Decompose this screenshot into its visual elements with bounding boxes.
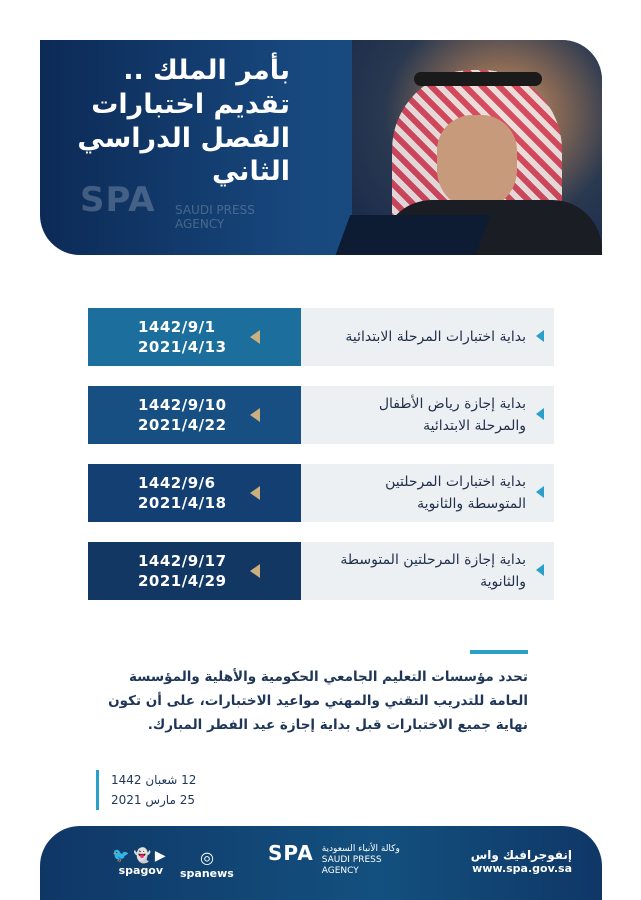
gold-triangle-icon [250, 564, 260, 578]
hijri-date: 1442/9/10 [138, 396, 227, 414]
spa-watermark: SPA SAUDI PRESS AGENCY [80, 180, 255, 231]
gregorian-date: 2021/4/22 [138, 416, 227, 434]
hijri-date: 1442/9/1 [138, 318, 216, 336]
schedule-row [88, 542, 554, 600]
schedule-row [88, 386, 554, 444]
footer-info [471, 848, 572, 875]
bullet-triangle-icon [536, 408, 544, 420]
social-icons [112, 848, 170, 864]
gold-triangle-icon [250, 408, 260, 422]
social-spanews[interactable] [180, 848, 234, 880]
infographic-label: إنفوجرافيك واس [470, 848, 572, 862]
twitter-icon: 🐦 [112, 848, 134, 864]
announcement-paragraph: تحدد مؤسسات التعليم الجامعي الحكومية والأهلية والمؤسسة العامة للتدريب التقني والمهني مواعيد الاختبارات، على أن تكون نهاية جميع الاختبارات قبل بداية إجازة عيد الفطر المبارك. [108, 669, 528, 733]
schedule-row [88, 464, 554, 522]
hero-title: بأمر الملك .. تقديم اختبارات الفصل الدراسي الثاني [77, 55, 290, 188]
handle-spagov: spagov [118, 864, 164, 877]
hijri-date: 1442/9/6 [138, 474, 216, 492]
instagram-icon: ◎ [199, 848, 214, 867]
footer [40, 826, 602, 900]
date-box [88, 308, 301, 366]
gold-triangle-icon [250, 330, 260, 344]
row-label: بداية إجازة المرحلتين المتوسطة والثانوية [340, 552, 526, 590]
king-photo [352, 40, 602, 255]
gregorian-publish-date: 25 مارس 2021 [111, 793, 195, 807]
publish-date [96, 770, 196, 810]
bullet-triangle-icon [536, 564, 544, 576]
label-box [301, 464, 554, 522]
youtube-icon: ▶ [154, 848, 170, 864]
spa-logo: SPA وكالة الأنباء السعودية SAUDI PRESS AGENCY [268, 841, 400, 876]
label-box [301, 386, 554, 444]
hero-banner [40, 40, 602, 255]
schedule-row [88, 308, 554, 366]
label-box [301, 308, 554, 366]
website-link[interactable]: www.spa.gov.sa [472, 862, 572, 875]
date-box [88, 386, 301, 444]
date-box [88, 542, 301, 600]
schedule-list [88, 308, 554, 620]
snapchat-icon: 👻 [133, 848, 155, 864]
hijri-publish-date: 12 شعبان 1442 [111, 773, 197, 787]
accent-divider [470, 650, 528, 654]
bullet-triangle-icon [536, 330, 544, 342]
row-label: بداية اختبارات المرحلة الابتدائية [345, 329, 526, 345]
handle-spanews: spanews [180, 867, 234, 880]
bullet-triangle-icon [536, 486, 544, 498]
hijri-date: 1442/9/17 [138, 552, 227, 570]
gregorian-date: 2021/4/13 [138, 338, 227, 356]
label-box [301, 542, 554, 600]
row-label: بداية إجازة رياض الأطفال والمرحلة الابتدائية [378, 396, 526, 434]
gregorian-date: 2021/4/18 [138, 494, 227, 512]
row-label: بداية اختبارات المرحلتين المتوسطة والثانوية [385, 474, 526, 512]
social-spagov[interactable] [112, 848, 170, 877]
date-box [88, 464, 301, 522]
gold-triangle-icon [250, 486, 260, 500]
gregorian-date: 2021/4/29 [138, 572, 227, 590]
